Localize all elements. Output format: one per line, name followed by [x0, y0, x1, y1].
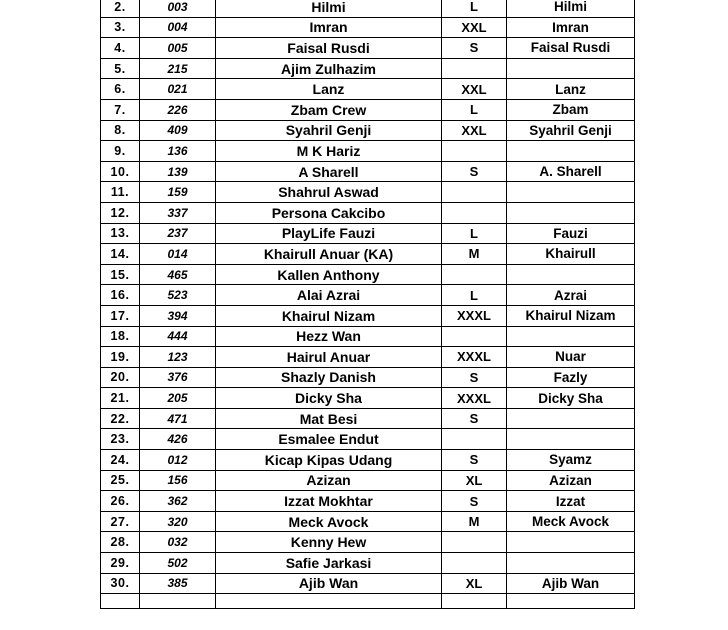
table-row: [101, 388, 635, 409]
print-name: [507, 58, 635, 79]
row-index: 25.: [101, 470, 140, 491]
member-name: Mat Besi: [216, 408, 442, 429]
print-name: Meck Avock: [507, 511, 635, 532]
print-name: [507, 408, 635, 429]
print-name: A. Sharell: [507, 161, 635, 182]
member-name: PlayLife Fauzi: [216, 223, 442, 244]
row-index: 23.: [101, 429, 140, 450]
table-row: [101, 244, 635, 265]
jersey-number: 465: [140, 264, 216, 285]
print-name: Azizan: [507, 470, 635, 491]
shirt-size: S: [442, 161, 507, 182]
row-index: 21.: [101, 388, 140, 409]
print-name: Faisal Rusdi: [507, 38, 635, 59]
jersey-number: 205: [140, 388, 216, 409]
row-index: 12.: [101, 202, 140, 223]
jersey-number: 471: [140, 408, 216, 429]
shirt-size: XXL: [442, 79, 507, 100]
shirt-size: [442, 326, 507, 347]
member-name: Lanz: [216, 79, 442, 100]
row-index: 5.: [101, 58, 140, 79]
print-name: Azrai: [507, 285, 635, 306]
shirt-size: S: [442, 38, 507, 59]
shirt-size: L: [442, 99, 507, 120]
member-name: Kicap Kipas Udang: [216, 450, 442, 471]
member-name: Kallen Anthony: [216, 264, 442, 285]
print-name: Syamz: [507, 450, 635, 471]
jersey-number: 426: [140, 429, 216, 450]
print-name: Dicky Sha: [507, 388, 635, 409]
member-name: Shazly Danish: [216, 367, 442, 388]
member-name: Meck Avock: [216, 511, 442, 532]
shirt-size: XXXL: [442, 388, 507, 409]
shirt-size: [442, 594, 507, 609]
row-index: 15.: [101, 264, 140, 285]
shirt-size: XL: [442, 573, 507, 594]
table-row: [101, 408, 635, 429]
shirt-size: L: [442, 0, 507, 17]
jersey-number: 226: [140, 99, 216, 120]
print-name: [507, 264, 635, 285]
member-name: Shahrul Aswad: [216, 182, 442, 203]
row-index: 28.: [101, 532, 140, 553]
member-name: M K Hariz: [216, 141, 442, 162]
jersey-number: 021: [140, 79, 216, 100]
table-row: [101, 450, 635, 471]
shirt-size: [442, 429, 507, 450]
print-name: [507, 429, 635, 450]
roster-table: [100, 0, 635, 609]
table-row: [101, 532, 635, 553]
member-name: Imran: [216, 17, 442, 38]
jersey-number: 394: [140, 305, 216, 326]
shirt-size: XL: [442, 470, 507, 491]
row-index: 26.: [101, 491, 140, 512]
shirt-size: XXL: [442, 17, 507, 38]
print-name: [507, 532, 635, 553]
print-name: [507, 553, 635, 574]
table-row: [101, 429, 635, 450]
jersey-number: 003: [140, 0, 216, 17]
member-name: Hilmi: [216, 0, 442, 17]
print-name: Fauzi: [507, 223, 635, 244]
jersey-number: 320: [140, 511, 216, 532]
member-name: Izzat Mokhtar: [216, 491, 442, 512]
table-row: [101, 79, 635, 100]
jersey-number: 159: [140, 182, 216, 203]
shirt-size: L: [442, 223, 507, 244]
shirt-size: [442, 182, 507, 203]
row-index: 2.: [101, 0, 140, 17]
table-row: [101, 326, 635, 347]
print-name: Imran: [507, 17, 635, 38]
row-index: 14.: [101, 244, 140, 265]
shirt-size: XXL: [442, 120, 507, 141]
shirt-size: M: [442, 244, 507, 265]
row-index: 11.: [101, 182, 140, 203]
row-index: 13.: [101, 223, 140, 244]
print-name: [507, 182, 635, 203]
shirt-size: [442, 553, 507, 574]
print-name: Nuar: [507, 347, 635, 368]
shirt-size: XXXL: [442, 305, 507, 326]
jersey-number: 337: [140, 202, 216, 223]
table-row: [101, 305, 635, 326]
row-index: 10.: [101, 161, 140, 182]
row-index: [101, 594, 140, 609]
member-name: Ajib Wan: [216, 573, 442, 594]
print-name: Khairull: [507, 244, 635, 265]
table-row: [101, 161, 635, 182]
member-name: Dicky Sha: [216, 388, 442, 409]
print-name: Khairul Nizam: [507, 305, 635, 326]
row-index: 9.: [101, 141, 140, 162]
jersey-number: 237: [140, 223, 216, 244]
member-name: Esmalee Endut: [216, 429, 442, 450]
member-name: Zbam Crew: [216, 99, 442, 120]
row-index: 16.: [101, 285, 140, 306]
table-row: [101, 120, 635, 141]
table-row: [101, 491, 635, 512]
jersey-number: 385: [140, 573, 216, 594]
jersey-number: 156: [140, 470, 216, 491]
table-row: [101, 511, 635, 532]
member-name: Faisal Rusdi: [216, 38, 442, 59]
print-name: [507, 326, 635, 347]
table-row: [101, 367, 635, 388]
member-name: Safie Jarkasi: [216, 553, 442, 574]
table-row: [101, 38, 635, 59]
jersey-number: 139: [140, 161, 216, 182]
table-row: [101, 470, 635, 491]
jersey-number: 032: [140, 532, 216, 553]
jersey-number: 136: [140, 141, 216, 162]
table-row: [101, 58, 635, 79]
print-name: Syahril Genji: [507, 120, 635, 141]
jersey-number: 005: [140, 38, 216, 59]
row-index: 3.: [101, 17, 140, 38]
row-index: 24.: [101, 450, 140, 471]
row-index: 19.: [101, 347, 140, 368]
print-name: Ajib Wan: [507, 573, 635, 594]
row-index: 7.: [101, 99, 140, 120]
print-name: Lanz: [507, 79, 635, 100]
member-name: Persona Cakcibo: [216, 202, 442, 223]
jersey-number: 014: [140, 244, 216, 265]
member-name: Ajim Zulhazim: [216, 58, 442, 79]
jersey-number: 376: [140, 367, 216, 388]
row-index: 29.: [101, 553, 140, 574]
shirt-size: S: [442, 450, 507, 471]
member-name: Alai Azrai: [216, 285, 442, 306]
shirt-size: [442, 532, 507, 553]
member-name: Khairul Nizam: [216, 305, 442, 326]
print-name: Hilmi: [507, 0, 635, 17]
row-index: 17.: [101, 305, 140, 326]
shirt-size: XXXL: [442, 347, 507, 368]
print-name: Zbam: [507, 99, 635, 120]
row-index: 4.: [101, 38, 140, 59]
jersey-number: 123: [140, 347, 216, 368]
table-row: [101, 264, 635, 285]
member-name: Hezz Wan: [216, 326, 442, 347]
member-name: Kenny Hew: [216, 532, 442, 553]
table-row: [101, 99, 635, 120]
shirt-size: S: [442, 408, 507, 429]
table-row-cut-off: [101, 594, 635, 609]
jersey-number: 523: [140, 285, 216, 306]
row-index: 30.: [101, 573, 140, 594]
table-row: [101, 17, 635, 38]
member-name: Azizan: [216, 470, 442, 491]
member-name: Syahril Genji: [216, 120, 442, 141]
table-row: [101, 553, 635, 574]
print-name: [507, 594, 635, 609]
table-row: [101, 0, 635, 17]
member-name: Hairul Anuar: [216, 347, 442, 368]
member-name: Khairull Anuar (KA): [216, 244, 442, 265]
table-row: [101, 141, 635, 162]
table-row: [101, 182, 635, 203]
print-name: [507, 202, 635, 223]
print-name: Fazly: [507, 367, 635, 388]
table-row: [101, 223, 635, 244]
jersey-number: 012: [140, 450, 216, 471]
jersey-number: 004: [140, 17, 216, 38]
print-name: Izzat: [507, 491, 635, 512]
shirt-size: [442, 264, 507, 285]
row-index: 20.: [101, 367, 140, 388]
jersey-number: 409: [140, 120, 216, 141]
shirt-size: [442, 141, 507, 162]
jersey-number: 215: [140, 58, 216, 79]
table-row: [101, 573, 635, 594]
row-index: 6.: [101, 79, 140, 100]
shirt-size: [442, 202, 507, 223]
table-row: [101, 347, 635, 368]
table-row: [101, 285, 635, 306]
roster-body: [101, 0, 635, 594]
shirt-size: [442, 58, 507, 79]
jersey-number: 502: [140, 553, 216, 574]
shirt-size: S: [442, 491, 507, 512]
jersey-number: 362: [140, 491, 216, 512]
member-name: A Sharell: [216, 161, 442, 182]
row-index: 18.: [101, 326, 140, 347]
shirt-size: L: [442, 285, 507, 306]
table-row: [101, 202, 635, 223]
member-name: [216, 594, 442, 609]
row-index: 22.: [101, 408, 140, 429]
jersey-number: 444: [140, 326, 216, 347]
roster-sheet: [100, 0, 635, 609]
print-name: [507, 141, 635, 162]
jersey-number: [140, 594, 216, 609]
row-index: 8.: [101, 120, 140, 141]
shirt-size: M: [442, 511, 507, 532]
row-index: 27.: [101, 511, 140, 532]
shirt-size: S: [442, 367, 507, 388]
